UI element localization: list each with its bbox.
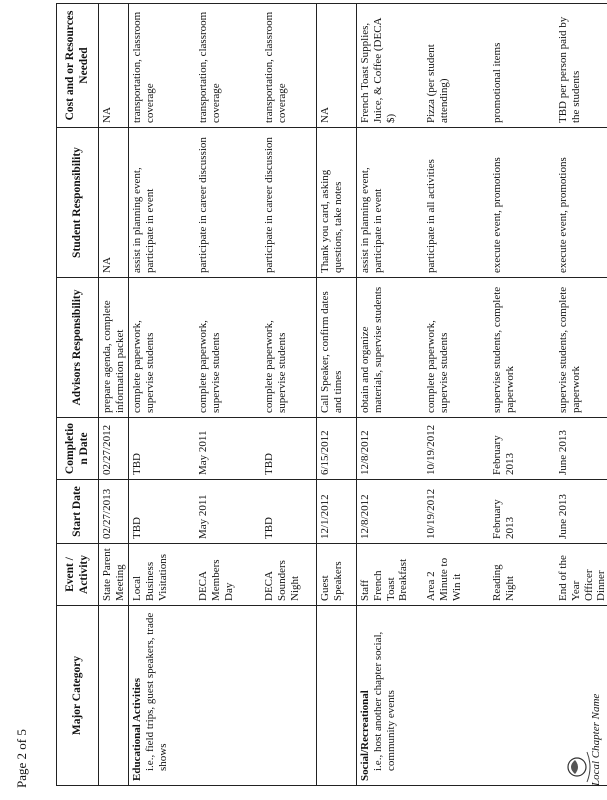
header-cost-resources: Cost and or Resources Needed — [57, 4, 99, 128]
completion-item: June 2013 — [557, 430, 570, 475]
advisor-item: supervise students, complete paperwork — [491, 286, 516, 413]
header-event-activity: Event / Activity — [57, 544, 99, 606]
category-cell — [99, 606, 129, 786]
start-item: TBD — [263, 517, 276, 539]
category-description: i.e., field trips, guest speakers, trade shows — [143, 612, 169, 771]
header-student-responsibility: Student Responsibility — [57, 128, 99, 278]
table-row — [129, 4, 317, 786]
advisor-item: complete paperwork, supervise students — [425, 320, 450, 413]
completion-item: February 2013 — [491, 435, 516, 475]
completion-item: 12/8/2012 — [359, 430, 372, 475]
start-item: 12/8/2012 — [359, 494, 372, 539]
activity-item: Local Business Visitations — [131, 553, 169, 601]
cost-item: TBD per person paid by the students — [557, 16, 582, 123]
student-cell: NA — [99, 128, 129, 278]
cost-cell: NA — [317, 4, 357, 128]
cost-cell: NA — [99, 4, 129, 128]
completion-item: May 2011 — [197, 430, 210, 475]
logo-text: Local Chapter Name — [590, 693, 602, 786]
advisor-cell — [129, 278, 317, 418]
cost-item: French Toast Supplies, Juice, & Coffee (DECA $) — [359, 18, 397, 123]
category-cell — [129, 606, 317, 786]
activity-cell — [357, 544, 607, 606]
cost-cell — [357, 4, 607, 128]
advisor-item: supervise students, complete paperwork — [557, 286, 582, 413]
student-cell — [357, 128, 607, 278]
cost-cell — [129, 4, 317, 128]
table-row — [357, 4, 607, 786]
completion-date-cell: 6/15/2012 — [317, 418, 357, 480]
start-item: TBD — [131, 517, 144, 539]
completion-item: TBD — [263, 453, 276, 475]
start-item: February 2013 — [491, 499, 516, 539]
cost-item: Pizza (per student attending) — [425, 44, 450, 123]
start-date-cell — [357, 480, 607, 544]
student-item: participate in career discussion — [263, 137, 276, 273]
activity-item: Reading Night — [491, 564, 516, 601]
category-description: i.e., host another chapter social, community events — [371, 631, 397, 771]
activity-cell: Guest Speakers — [317, 544, 357, 606]
activity-table — [56, 3, 607, 786]
student-item: participate in all activities — [425, 159, 438, 273]
student-item: participate in career discussion — [197, 137, 210, 273]
advisor-item: obtain and organize materials, supervise students — [359, 286, 384, 413]
student-item: execute event, promotions — [491, 157, 504, 273]
advisor-item: complete paperwork, supervise students — [197, 320, 222, 413]
category-title: Educational Activities — [131, 678, 144, 781]
category-cell — [317, 606, 357, 786]
start-item: 10/19/2012 — [425, 488, 438, 539]
advisor-item: complete paperwork, supervise students — [131, 320, 156, 413]
activity-item: DECA Sounders Night — [263, 560, 301, 601]
header-row — [57, 4, 99, 786]
cost-item: transportation, classroom coverage — [197, 11, 222, 123]
header-completion-date: Completion Date — [57, 418, 99, 480]
header-major-category: Major Category — [57, 606, 99, 786]
advisor-cell: Call Speaker, confirm dates and times — [317, 278, 357, 418]
start-date-cell: 12/1/2012 — [317, 480, 357, 544]
start-date-cell: 02/27/2013 — [99, 480, 129, 544]
student-item: assist in planning event, participate in event — [359, 167, 384, 273]
completion-date-cell: 02/27/2012 — [99, 418, 129, 480]
header-advisors-responsibility: Advisors Responsibility — [57, 278, 99, 418]
activity-item: End of the Year Officer Dinner — [557, 555, 607, 601]
cost-item: transportation, classroom coverage — [263, 11, 288, 123]
student-cell: Thank you card, asking questions, take notes — [317, 128, 357, 278]
category-cell — [357, 606, 607, 786]
student-item: assist in planning event, participate in event — [131, 167, 156, 273]
table-row — [317, 4, 357, 786]
activity-cell — [129, 544, 317, 606]
start-item: May 2011 — [197, 494, 210, 539]
completion-item: TBD — [131, 453, 144, 475]
completion-date-cell — [129, 418, 317, 480]
activity-item: Staff French Toast Breakfast — [359, 558, 410, 601]
student-cell — [129, 128, 317, 278]
student-item: execute event, promotions — [557, 157, 570, 273]
cost-item: transportation, classroom coverage — [131, 11, 156, 123]
activity-cell: State Parent Meeting — [99, 544, 129, 606]
page-footer: Page 2 of 5 — [14, 729, 29, 788]
start-date-cell — [129, 480, 317, 544]
activity-item: Area 2 Minute to Win it — [425, 557, 463, 601]
activity-item: DECA Members Day — [197, 559, 235, 601]
advisor-item: complete paperwork, supervise students — [263, 320, 288, 413]
completion-date-cell — [357, 418, 607, 480]
start-item: June 2013 — [557, 494, 570, 539]
table-row — [99, 4, 129, 786]
header-start-date: Start Date — [57, 480, 99, 544]
category-title: Social/Recreational — [359, 690, 372, 781]
advisor-cell: prepare agenda, complete information packet — [99, 278, 129, 418]
cost-item: promotional items — [491, 42, 504, 123]
advisor-cell — [357, 278, 607, 418]
completion-item: 10/19/2012 — [425, 424, 438, 475]
